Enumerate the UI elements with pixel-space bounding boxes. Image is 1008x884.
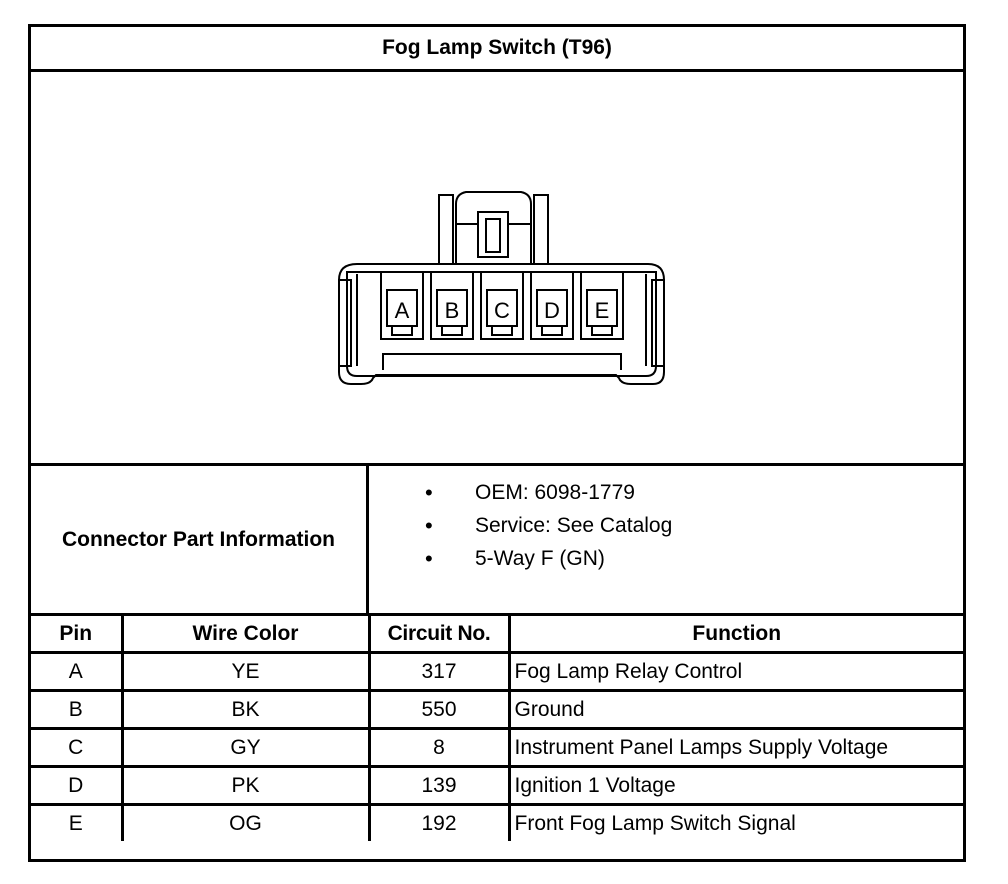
row-function: Front Fog Lamp Switch Signal <box>509 805 963 842</box>
header-wire-color: Wire Color <box>122 616 369 653</box>
row-wire-color: OG <box>122 805 369 842</box>
pin-table <box>31 616 963 841</box>
connector-lock-tab <box>439 192 548 264</box>
row-function: Instrument Panel Lamps Supply Voltage <box>509 729 963 767</box>
row-function: Ignition 1 Voltage <box>509 767 963 805</box>
part-info-label: Connector Part Information <box>31 466 369 613</box>
row-circuit: 139 <box>369 767 509 805</box>
pin-label-c: C <box>494 298 510 323</box>
pin-label-a: A <box>394 298 410 323</box>
pin-table-header <box>31 616 963 653</box>
row-circuit: 317 <box>369 653 509 691</box>
row-pin: E <box>31 805 122 842</box>
row-wire-color: BK <box>122 691 369 729</box>
row-wire-color: YE <box>122 653 369 691</box>
row-circuit: 192 <box>369 805 509 842</box>
header-circuit: Circuit No. <box>369 616 509 653</box>
part-info-list <box>369 466 963 625</box>
row-pin: C <box>31 729 122 767</box>
row-function: Fog Lamp Relay Control <box>509 653 963 691</box>
row-circuit: 550 <box>369 691 509 729</box>
row-pin: A <box>31 653 122 691</box>
part-info-type: • 5-Way F (GN) <box>369 544 963 577</box>
connector-face-diagram <box>31 72 963 466</box>
pin-label-d: D <box>544 298 560 323</box>
pin-label-e: E <box>594 298 610 323</box>
table-row <box>31 691 963 729</box>
table-row <box>31 805 963 842</box>
table-row <box>31 653 963 691</box>
connector-diagram-area <box>31 72 963 466</box>
row-wire-color: PK <box>122 767 369 805</box>
row-function: Ground <box>509 691 963 729</box>
row-pin: D <box>31 767 122 805</box>
row-wire-color: GY <box>122 729 369 767</box>
page-title: Fog Lamp Switch (T96) <box>31 27 963 72</box>
table-row <box>31 767 963 805</box>
table-row <box>31 729 963 767</box>
connector-sheet <box>28 24 966 862</box>
header-function: Function <box>509 616 963 653</box>
row-pin: B <box>31 691 122 729</box>
pin-terminals <box>392 326 612 335</box>
part-info-oem: • OEM: 6098-1779 <box>369 478 963 511</box>
header-pin: Pin <box>31 616 122 653</box>
pin-label-b: B <box>444 298 460 323</box>
row-circuit: 8 <box>369 729 509 767</box>
part-info-service: • Service: See Catalog <box>369 511 963 544</box>
connector-part-info <box>31 466 963 616</box>
